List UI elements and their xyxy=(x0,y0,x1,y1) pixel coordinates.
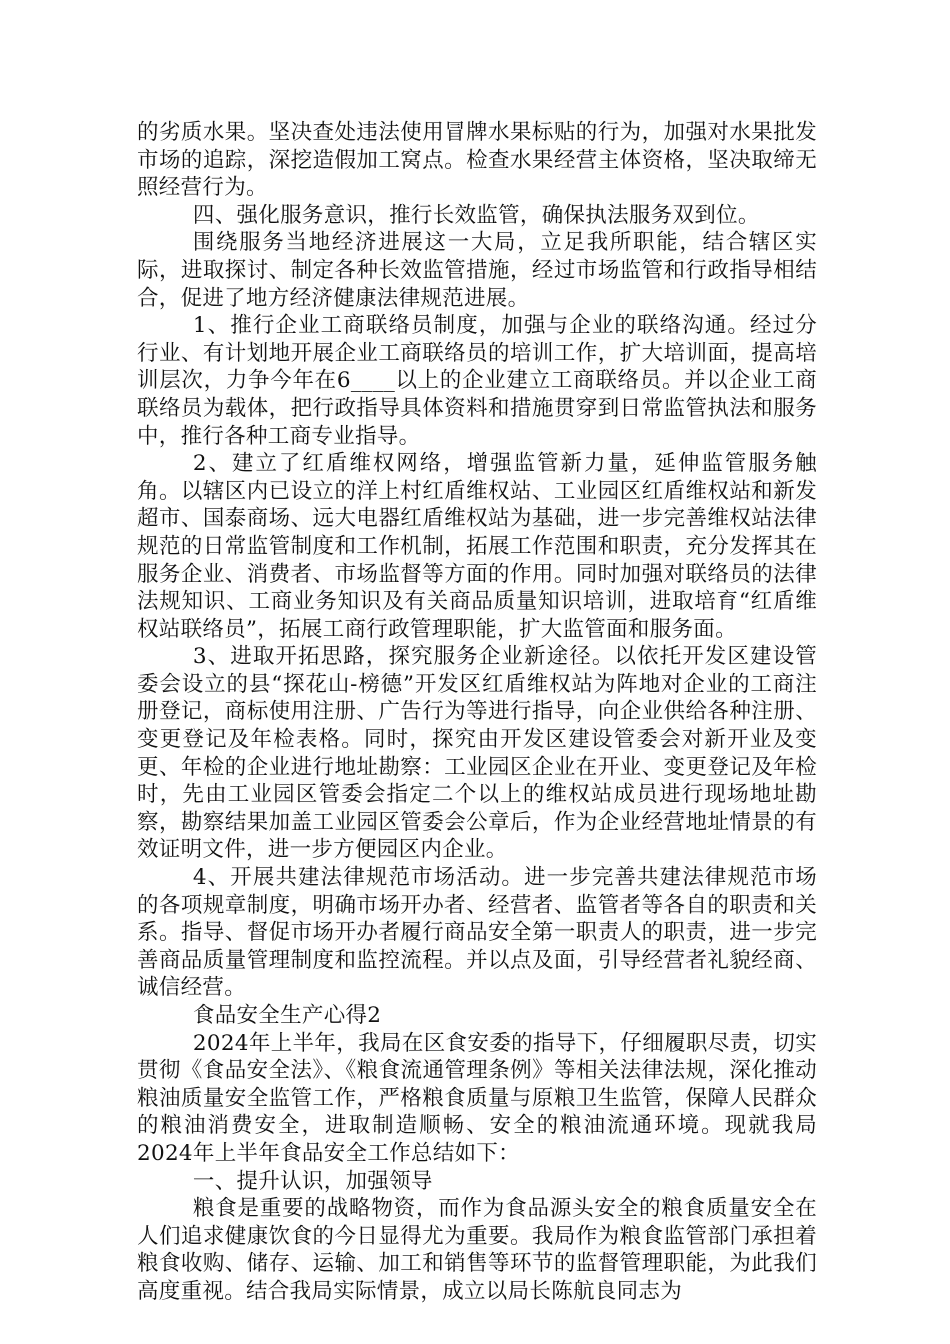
paragraph-grain: 粮食是重要的战略物资，而作为食品源头安全的粮食质量安全在人们追求健康饮食的今日显得尤为重要。我局作为粮食监管部门承担着粮食收购、储存、运输、加工和销售等环节的监督管理职能，为此我们高度重视。结合我局实际情景，成立以局长陈航良同志为 xyxy=(137,1196,817,1304)
article-title: 食品安全生产心得2 xyxy=(192,1003,382,1028)
paragraph-item-2: 2、建立了红盾维权网络，增强监管新力量，延伸监管服务触角。以辖区内已设立的洋上村红盾维权站、工业园区红盾维权站和新发超市、国泰商场、远大电器红盾维权站为基础，进一步完善维权站法律规范的日常监管制度和工作机制，拓展工作范围和职责，充分发挥其在服务企业、消费者、市场监督等方面的作用。同时加强对联络员的法律法规知识、工商业务知识及有关商品质量知识培训，进取培育“红盾维权站联络员”，拓展工商行政管理职能，扩大监管面和服务面。 xyxy=(137,451,817,642)
paragraph-intro: 围绕服务当地经济进展这一大局，立足我所职能，结合辖区实际，进取探讨、制定各种长效监管措施，经过市场监管和行政指导相结合，促进了地方经济健康法律规范进展。 xyxy=(137,230,817,311)
paragraph-item-4: 4、开展共建法律规范市场活动。进一步完善共建法律规范市场的各项规章制度，明确市场开办者、经营者、监管者等各自的职责和关系。指导、督促市场开办者履行商品安全第一职责人的职责，进一步完善商品质量管理制度和监控流程。并以点及面，引导经营者礼貌经商、诚信经营。 xyxy=(137,865,817,1001)
document-page xyxy=(137,119,817,1306)
paragraph-item-1: 1、推行企业工商联络员制度，加强与企业的联络沟通。经过分行业、有计划地开展企业工商联络员的培训工作，扩大培训面，提高培训层次，力争今年在6____以上的企业建立工商联络员。并以企业工商联络员为载体，把行政指导具体资料和措施贯穿到日常监管执法和服务中，推行各种工商专业指导。 xyxy=(137,313,817,449)
section-heading-four: 四、强化服务意识，推行长效监管，确保执法服务双到位。 xyxy=(192,202,760,228)
paragraph-continuation: 的劣质水果。坚决查处违法使用冒牌水果标贴的行为，加强对水果批发市场的追踪，深挖造假加工窝点。检查水果经营主体资格，坚决取缔无照经营行为。 xyxy=(137,120,817,201)
paragraph-summary: 2024年上半年，我局在区食安委的指导下，仔细履职尽责，切实贯彻《食品安全法》、《粮食流通管理条例》等相关法律法规，深化推动粮油质量安全监管工作，严格粮食质量与原粮卫生监管，保障人民群众的粮油消费安全，进取制造顺畅、安全的粮油流通环境。现就我局2024年上半年食品安全工作总结如下： xyxy=(137,1030,817,1166)
paragraph-item-3: 3、进取开拓思路，探究服务企业新途径。以依托开发区建设管委会设立的县“探花山-榜德”开发区红盾维权站为阵地对企业的工商注册登记，商标使用注册、广告行为等进行指导，向企业供给各种注册、变更登记及年检表格。同时，探究由开发区建设管委会对新开业及变更、年检的企业进行地址勘察：工业园区企业在开业、变更登记及年检时，先由工业园区管委会指定二个以上的维权站成员进行现场地址勘察，勘察结果加盖工业园区管委会公章后，作为企业经营地址情景的有效证明文件，进一步方便园区内企业。 xyxy=(137,644,817,863)
section-heading-one: 一、提升认识，加强领导 xyxy=(192,1168,433,1194)
